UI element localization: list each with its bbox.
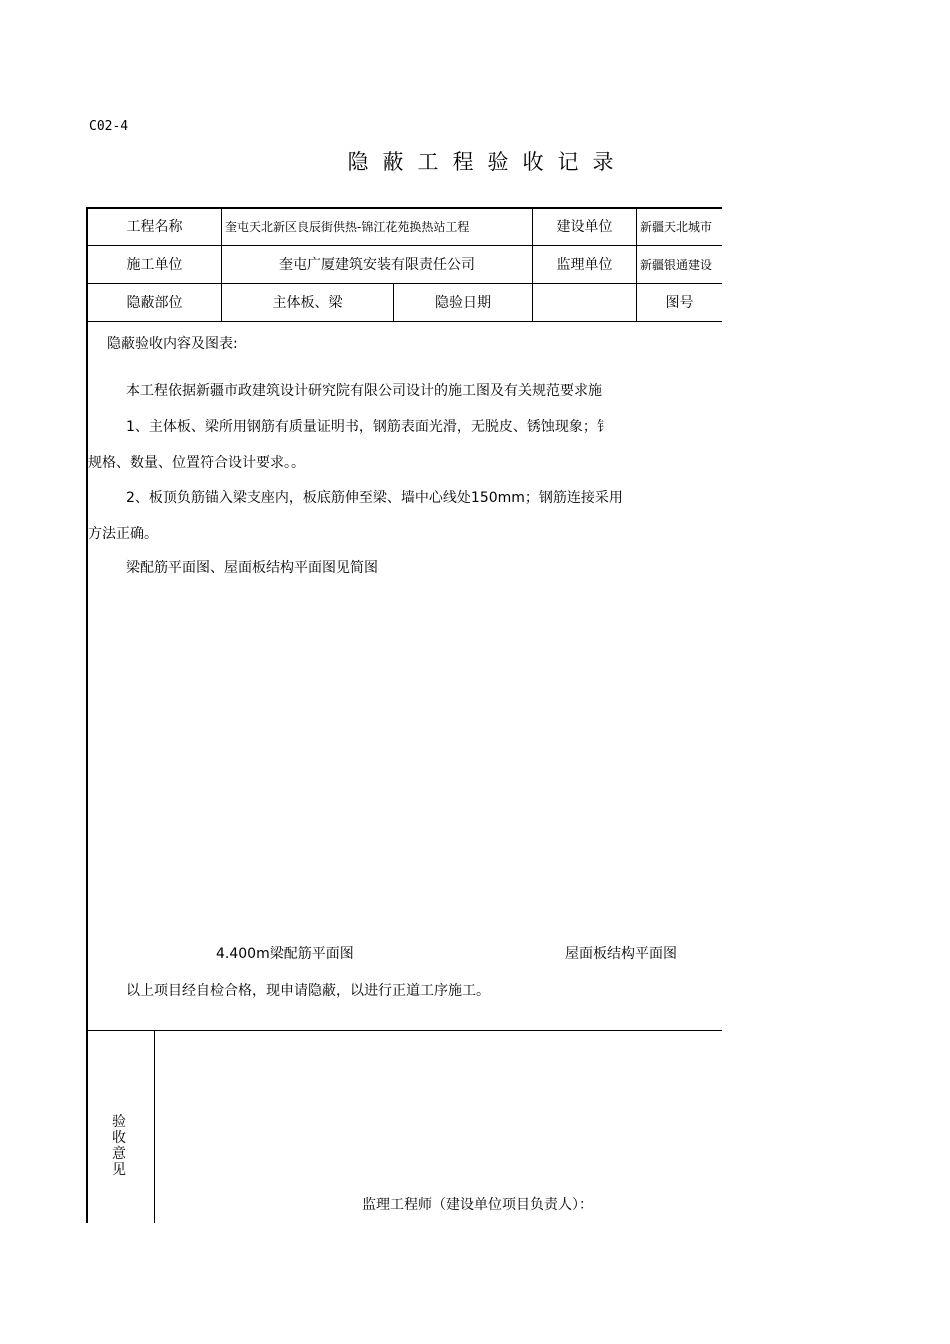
content-line: 2、板顶负筋锚入梁支座内，板底筋伸至梁、墙中心线处150mm；钢筋连接采用: [126, 490, 623, 506]
content-line: 1、主体板、梁所用钢筋有质量证明书，钢筋表面光滑，无脱皮、锈蚀现象；钅: [126, 419, 611, 435]
page-title: 隐蔽工程验收记录: [347, 150, 628, 174]
content-section-label: 隐蔽验收内容及图表:: [107, 336, 238, 352]
inspection-date-label: 隐验日期: [435, 295, 491, 311]
row-divider: [88, 1030, 722, 1031]
project-name-label: 工程名称: [126, 219, 183, 235]
owner-label: 建设单位: [556, 219, 613, 235]
contractor-label: 施工单位: [126, 257, 183, 273]
drawing-no-label: 图号: [665, 295, 694, 311]
project-name-value: 奎屯天北新区良辰街供热-锦江花苑换热站工程: [225, 220, 470, 234]
opinion-label: 验收意见: [112, 1114, 126, 1178]
row-divider: [88, 321, 722, 322]
location-value: 主体板、梁: [272, 295, 343, 311]
content-line: 本工程依据新疆市政建筑设计研究院有限公司设计的施工图及有关规范要求施: [126, 383, 602, 399]
signature-label: 监理工程师（建设单位项目负责人）：: [362, 1197, 593, 1213]
supervisor-label: 监理单位: [556, 257, 613, 273]
owner-value: 新疆天北城市: [640, 219, 713, 234]
content-line: 方法正确。: [88, 526, 158, 542]
inspection-date-value: [533, 283, 636, 321]
supervisor-value: 新疆银通建设: [640, 257, 713, 272]
inspection-form: [86, 207, 722, 1223]
column-divider: [154, 1030, 155, 1223]
content-line: 规格、数量、位置符合设计要求。。: [88, 455, 305, 471]
figure-caption-roof: 屋面板结构平面图: [565, 946, 677, 962]
form-code: C02-4: [89, 119, 129, 134]
location-label: 隐蔽部位: [126, 295, 183, 311]
content-line: 梁配筋平面图、屋面板结构平面图见简图: [126, 560, 378, 576]
figure-caption-beam: 4.400m梁配筋平面图: [216, 946, 354, 962]
conclusion-text: 以上项目经自检合格，现申请隐蔽，以进行正道工序施工。: [126, 983, 490, 999]
contractor-value: 奎屯广厦建筑安装有限责任公司: [279, 257, 475, 273]
